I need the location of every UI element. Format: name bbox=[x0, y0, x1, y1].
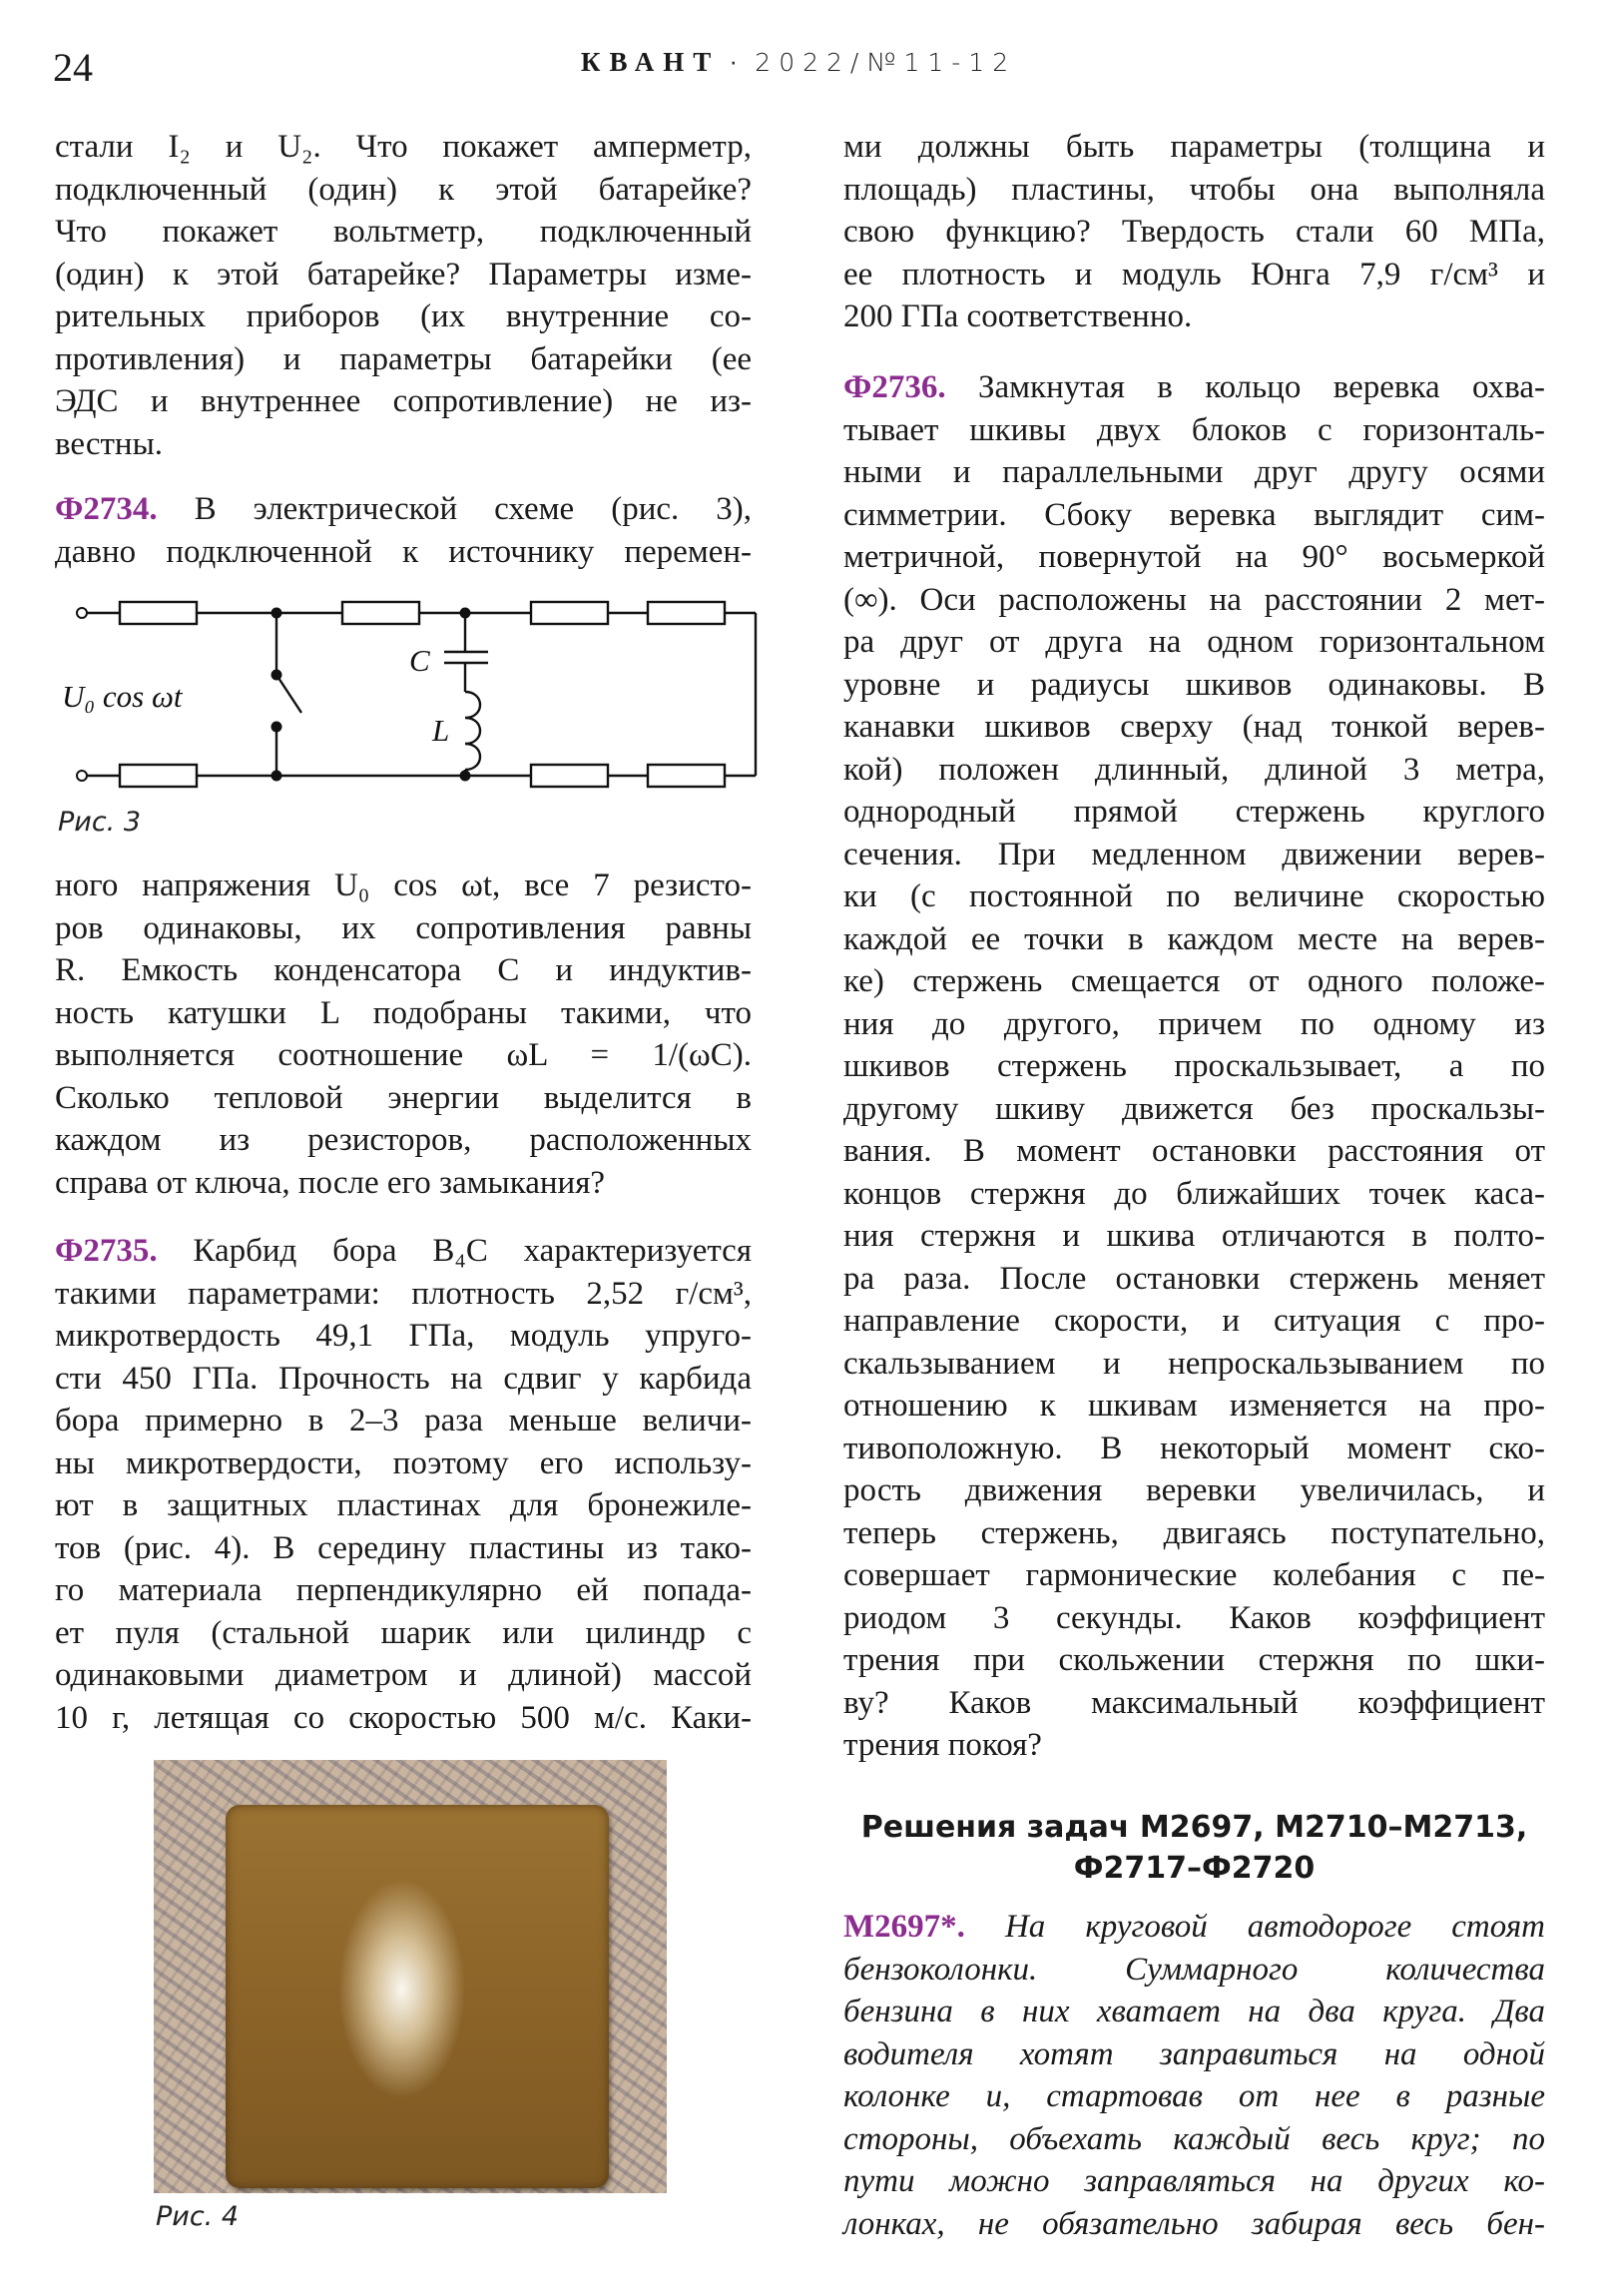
resistor-7 bbox=[648, 765, 725, 787]
text-line: рительных приборов (их внутренние со- bbox=[55, 298, 752, 334]
text-line: стали I₂ и U₂. Что покажет амперметр, bbox=[55, 129, 752, 165]
resistor-1 bbox=[120, 602, 197, 624]
junction-dot bbox=[271, 608, 282, 619]
text-line: ными и параллельными друг другу осями bbox=[843, 454, 1545, 490]
problem-number: Ф2735. bbox=[55, 1233, 194, 1269]
text-line: каждой ее точки в каждом месте на верев- bbox=[843, 920, 1545, 957]
junction-dot bbox=[460, 608, 471, 619]
text-line: водителя хотят заправиться на одной bbox=[843, 2035, 1545, 2072]
text-line: Ф2735. Карбид бора B₄C характеризуется bbox=[55, 1233, 752, 1269]
text-line: (один) к этой батарейке? Параметры изме- bbox=[55, 256, 752, 292]
text-line: Ф2736. Замкнутая в кольцо веревка охва- bbox=[843, 369, 1546, 405]
text-line: вестны. bbox=[55, 425, 164, 462]
text-line: свою функцию? Твердость стали 60 МПа, bbox=[843, 214, 1545, 250]
text-line: риодом 3 секунды. Каков коэффициент bbox=[843, 1599, 1545, 1636]
text-line: трения покоя? bbox=[843, 1727, 1042, 1763]
text-line: ния стержня и шкива отличаются в полто- bbox=[843, 1218, 1545, 1254]
magazine-title: КВАНТ bbox=[580, 47, 721, 77]
text-line: давно подключенной к источнику перемен- bbox=[55, 533, 752, 570]
text-line: метричной, повернутой на 90° восьмеркой bbox=[843, 539, 1545, 575]
text-line: сечения. При медленном движении верев- bbox=[843, 836, 1545, 872]
text-line: симметрии. Сбоку веревка выглядит сим- bbox=[843, 496, 1545, 533]
inductor-coil bbox=[465, 692, 480, 770]
resistor-5 bbox=[120, 765, 197, 787]
text-line: го материала перпендикулярно ей попада- bbox=[55, 1572, 752, 1608]
text-line: вания. В момент остановки расстояния от bbox=[843, 1133, 1545, 1169]
switch-blade bbox=[276, 675, 301, 713]
text-line: бора примерно в 2–3 раза меньше величи- bbox=[55, 1403, 752, 1438]
text-line: кой) положен длинный, длиной 3 метра, bbox=[843, 751, 1545, 788]
resistor-2 bbox=[342, 602, 419, 624]
text-line: противления) и параметры батарейки (ее bbox=[55, 340, 752, 377]
running-header bbox=[0, 47, 1597, 78]
text-line: Что покажет вольтметр, подключенный bbox=[55, 214, 752, 250]
text-line: стороны, объехать каждый весь круг; по bbox=[843, 2120, 1545, 2157]
text-line: однородный прямой стержень круглого bbox=[843, 794, 1545, 830]
text-line: одинаковыми диаметром и длиной) массой bbox=[55, 1657, 752, 1693]
page-number: 24 bbox=[53, 45, 93, 90]
text-line: ния до другого, причем по одному из bbox=[843, 1005, 1545, 1042]
text-line: направление скорости, и ситуация с про- bbox=[843, 1303, 1545, 1339]
text-line: микротвердость 49,1 ГПа, модуль упруго- bbox=[55, 1318, 752, 1354]
text-line: М2697*. На круговой автодороге стоят bbox=[843, 1909, 1545, 1945]
figure-4-caption: Рис. 4 bbox=[156, 2201, 240, 2232]
problem-number: М2697*. bbox=[843, 1909, 1005, 1945]
capacitor-label: C bbox=[409, 643, 430, 678]
switch-contact-bottom bbox=[271, 722, 282, 733]
text-line: выполняется соотношение ωL = 1/(ωC). bbox=[55, 1037, 752, 1073]
text-line: уровне и радиусы шкивов одинаковы. В bbox=[843, 666, 1545, 703]
boron-carbide-plate-photo bbox=[154, 1760, 667, 2193]
text-line: R. Емкость конденсатора C и индуктив- bbox=[55, 952, 752, 988]
text-line: колонке и, стартовав от нее в разные bbox=[843, 2078, 1545, 2114]
terminal-bottom bbox=[77, 771, 87, 781]
text-line: совершает гармонические колебания с пе- bbox=[843, 1557, 1545, 1593]
text-line: площадь) пластины, чтобы она выполняла bbox=[843, 171, 1545, 208]
text-line: такими параметрами: плотность 2,52 г/см³, bbox=[55, 1275, 752, 1312]
text-line: ми должны быть параметры (толщина и bbox=[843, 129, 1545, 165]
text-line: канавки шкивов сверху (над тонкой верев- bbox=[843, 709, 1545, 745]
problem-number: Ф2734. bbox=[55, 491, 195, 527]
text-line: пути можно заправляться на других ко- bbox=[843, 2163, 1545, 2199]
text-line: ного напряжения U₀ cos ωt, все 7 резисто- bbox=[55, 867, 752, 903]
text-line: ке) стержень смещается от одного положе- bbox=[843, 963, 1545, 999]
text-line: другому шкиву движется без проскальзы- bbox=[843, 1090, 1545, 1127]
source-label: U₀ cos ωt bbox=[62, 679, 183, 714]
resistor-6 bbox=[531, 765, 608, 787]
text-line: ра раза. После остановки стержень меняет bbox=[843, 1260, 1545, 1297]
text-line: 200 ГПа соответственно. bbox=[843, 298, 1193, 334]
text-line: (∞). Оси расположены на расстоянии 2 мет- bbox=[843, 581, 1545, 618]
text-line: ют в защитных пластинах для бронежиле- bbox=[55, 1487, 752, 1523]
text-line: тивоположную. В некоторый момент ско- bbox=[843, 1430, 1545, 1466]
text-line: тывает шкивы двух блоков с горизонталь- bbox=[843, 411, 1545, 448]
text-line: ее плотность и модуль Юнга 7,9 г/см³ и bbox=[843, 256, 1545, 292]
switch-contact-top bbox=[271, 670, 282, 681]
resistor-3 bbox=[531, 602, 608, 624]
text-line: ность катушки L подобраны такими, что bbox=[55, 994, 752, 1031]
text-line: ки (с постоянной по величине скоростью bbox=[843, 878, 1545, 914]
text-line: ву? Каков максимальный коэффициент bbox=[843, 1684, 1545, 1721]
text-line: ра друг от друга на одном горизонтальном bbox=[843, 624, 1545, 660]
text-line: бензина в них хватает на два круга. Два bbox=[843, 1994, 1545, 2029]
text-line: лонках, не обязательно забирая весь бен- bbox=[843, 2205, 1545, 2242]
text-line: Ф2734. В электрической схеме (рис. 3), bbox=[55, 491, 753, 527]
text-line: сти 450 ГПа. Прочность на сдвиг у карбида bbox=[55, 1360, 752, 1397]
text-line: ет пуля (стальной шарик или цилиндр с bbox=[55, 1614, 752, 1651]
solutions-heading bbox=[843, 1807, 1545, 1889]
problem-number: Ф2736. bbox=[843, 369, 978, 405]
figure-3-caption: Рис. 3 bbox=[58, 807, 142, 838]
text-line: каждом из резисторов, расположенных bbox=[55, 1122, 752, 1158]
header-separator: · bbox=[730, 52, 738, 77]
text-line: теперь стержень, двигаясь поступательно, bbox=[843, 1514, 1545, 1551]
text-line: скальзыванием и непроскальзыванием по bbox=[843, 1345, 1545, 1382]
text-line: трения при скольжении стержня по шки- bbox=[843, 1642, 1545, 1678]
text-line: шкивов стержень проскальзывает, а по bbox=[843, 1048, 1545, 1084]
solutions-heading-line-1: Решения задач М2697, М2710–М2713, bbox=[860, 1810, 1528, 1845]
junction-dot bbox=[271, 771, 282, 782]
text-line: рость движения веревки увеличилась, и bbox=[843, 1472, 1545, 1508]
resistor-4 bbox=[648, 602, 725, 624]
text-line: ЭДС и внутреннее сопротивление) не из- bbox=[55, 383, 752, 419]
junction-dot bbox=[460, 771, 471, 782]
text-line: Сколько тепловой энергии выделится в bbox=[55, 1079, 752, 1116]
solutions-heading-line-2: Ф2717–Ф2720 bbox=[1073, 1851, 1316, 1886]
plate-image bbox=[226, 1805, 609, 2188]
text-line: ров одинаковы, их сопротивления равны bbox=[55, 909, 752, 946]
text-line: тов (рис. 4). В середину пластины из тако- bbox=[55, 1529, 752, 1566]
text-line: подключенный (один) к этой батарейке? bbox=[55, 171, 752, 208]
inductor-label: L bbox=[432, 713, 450, 748]
text-line: справа от ключа, после его замыкания? bbox=[55, 1164, 606, 1201]
text-line: 10 г, летящая со скоростью 500 м/с. Каки- bbox=[55, 1699, 752, 1736]
issue-number: 2022/№11-12 bbox=[755, 48, 1017, 77]
text-line: концов стержня до ближайших точек каса- bbox=[843, 1175, 1545, 1212]
text-line: бензоколонки. Суммарного количества bbox=[843, 1951, 1545, 1988]
text-line: отношению к шкивам изменяется на про- bbox=[843, 1388, 1545, 1424]
text-line: ны микротвердости, поэтому его использу- bbox=[55, 1444, 752, 1481]
terminal-top bbox=[77, 608, 87, 618]
